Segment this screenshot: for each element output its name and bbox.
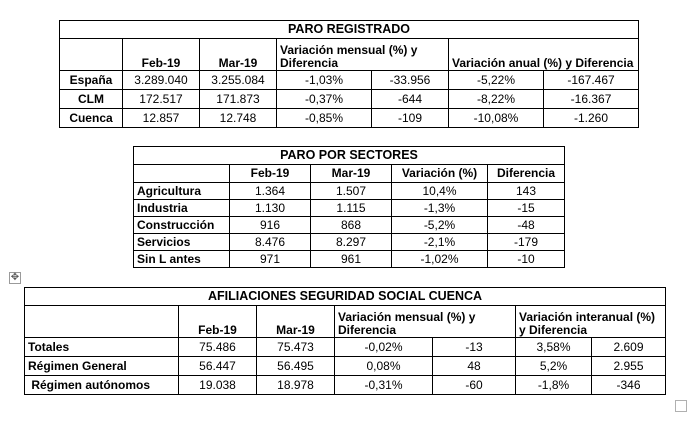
cell-var-i-dif: -346 (592, 376, 666, 395)
table-title: PARO POR SECTORES (134, 147, 565, 165)
cell-var: -5,2% (392, 217, 488, 234)
cell-var-m-dif: -13 (433, 338, 516, 357)
cell-var-m-pct: -0,85% (277, 109, 372, 128)
cell-feb: 1.364 (230, 183, 311, 200)
cell-var-m-pct: -0,31% (335, 376, 433, 395)
header-mar: Mar-19 (311, 165, 392, 183)
cell-var: -1,02% (392, 251, 488, 268)
cell-mar: 12.748 (200, 109, 277, 128)
cell-feb: 1.130 (230, 200, 311, 217)
cell-feb: 971 (230, 251, 311, 268)
cell-mar: 18.978 (257, 376, 335, 395)
cell-var-a-dif: -16.367 (544, 90, 639, 109)
cell-var-a-dif: -167.467 (544, 71, 639, 90)
cell-mar: 171.873 (200, 90, 277, 109)
cell-feb: 19.038 (179, 376, 257, 395)
cell-var-m-pct: 0,08% (335, 357, 433, 376)
header-feb: Feb-19 (179, 306, 257, 338)
cell-var-a-pct: -8,22% (449, 90, 544, 109)
cell-var-m-pct: -0,02% (335, 338, 433, 357)
table-row (134, 251, 565, 268)
header-empty (60, 39, 123, 71)
cell-var-m-dif: -644 (372, 90, 449, 109)
cell-feb: 3.289.040 (123, 71, 200, 90)
cell-var-i-dif: 2.609 (592, 338, 666, 357)
row-label: Servicios (134, 234, 230, 251)
cell-var-m-dif: 48 (433, 357, 516, 376)
cell-feb: 75.486 (179, 338, 257, 357)
cell-var-i-pct: 5,2% (516, 357, 592, 376)
row-label: Régimen autónomos (25, 376, 179, 395)
row-label: Régimen General (25, 357, 179, 376)
header-diferencia: Diferencia (488, 165, 565, 183)
table-row (60, 71, 639, 90)
cell-var-i-dif: 2.955 (592, 357, 666, 376)
cell-var-a-pct: -10,08% (449, 109, 544, 128)
row-label: Agricultura (134, 183, 230, 200)
cell-var-m-dif: -109 (372, 109, 449, 128)
header-mar: Mar-19 (257, 306, 335, 338)
cell-mar: 868 (311, 217, 392, 234)
cell-mar: 961 (311, 251, 392, 268)
table-move-handle-icon[interactable]: ✥ (10, 272, 20, 283)
header-var-interanual: Variación interanual (%) y Diferencia (516, 306, 666, 338)
cell-dif: -48 (488, 217, 565, 234)
cell-var-a-pct: -5,22% (449, 71, 544, 90)
table-row (134, 217, 565, 234)
cell-mar: 56.495 (257, 357, 335, 376)
row-label: Cuenca (60, 109, 123, 128)
header-var-anual: Variación anual (%) y Diferencia (449, 39, 639, 71)
cell-feb: 56.447 (179, 357, 257, 376)
row-label: España (60, 71, 123, 90)
cell-mar: 8.297 (311, 234, 392, 251)
cell-feb: 916 (230, 217, 311, 234)
row-label: CLM (60, 90, 123, 109)
table-title: AFILIACIONES SEGURIDAD SOCIAL CUENCA (25, 288, 666, 306)
table-row (60, 109, 639, 128)
cell-var: -1,3% (392, 200, 488, 217)
table-row (134, 183, 565, 200)
table-row (60, 90, 639, 109)
paro-sectores-table (133, 146, 565, 268)
afiliaciones-table (24, 287, 666, 395)
cell-mar: 75.473 (257, 338, 335, 357)
cell-dif: 143 (488, 183, 565, 200)
cell-feb: 8.476 (230, 234, 311, 251)
table-row (25, 376, 666, 395)
cell-var-a-dif: -1.260 (544, 109, 639, 128)
table-title: PARO REGISTRADO (60, 21, 639, 39)
cell-var-i-pct: -1,8% (516, 376, 592, 395)
table-row (25, 338, 666, 357)
header-variacion: Variación (%) (392, 165, 488, 183)
cell-mar: 1.507 (311, 183, 392, 200)
cell-var-m-pct: -1,03% (277, 71, 372, 90)
header-mar: Mar-19 (200, 39, 277, 71)
cell-feb: 12.857 (123, 109, 200, 128)
row-label: Construcción (134, 217, 230, 234)
header-feb: Feb-19 (123, 39, 200, 71)
row-label: Industria (134, 200, 230, 217)
table-resize-handle[interactable] (675, 400, 687, 412)
cell-feb: 172.517 (123, 90, 200, 109)
row-label: Sin L antes (134, 251, 230, 268)
header-empty (134, 165, 230, 183)
cell-var: -2,1% (392, 234, 488, 251)
header-var-mensual: Variación mensual (%) y Diferencia (335, 306, 516, 338)
cell-var-m-dif: -60 (433, 376, 516, 395)
paro-registrado-table (59, 20, 639, 128)
row-label: Totales (25, 338, 179, 357)
header-var-mensual: Variación mensual (%) y Diferencia (277, 39, 449, 71)
cell-dif: -10 (488, 251, 565, 268)
cell-dif: -179 (488, 234, 565, 251)
header-feb: Feb-19 (230, 165, 311, 183)
cell-var-m-pct: -0,37% (277, 90, 372, 109)
header-empty (25, 306, 179, 338)
cell-mar: 3.255.084 (200, 71, 277, 90)
table-row (25, 357, 666, 376)
cell-mar: 1.115 (311, 200, 392, 217)
cell-dif: -15 (488, 200, 565, 217)
cell-var-m-dif: -33.956 (372, 71, 449, 90)
table-row (134, 200, 565, 217)
cell-var-i-pct: 3,58% (516, 338, 592, 357)
cell-var: 10,4% (392, 183, 488, 200)
table-row (134, 234, 565, 251)
